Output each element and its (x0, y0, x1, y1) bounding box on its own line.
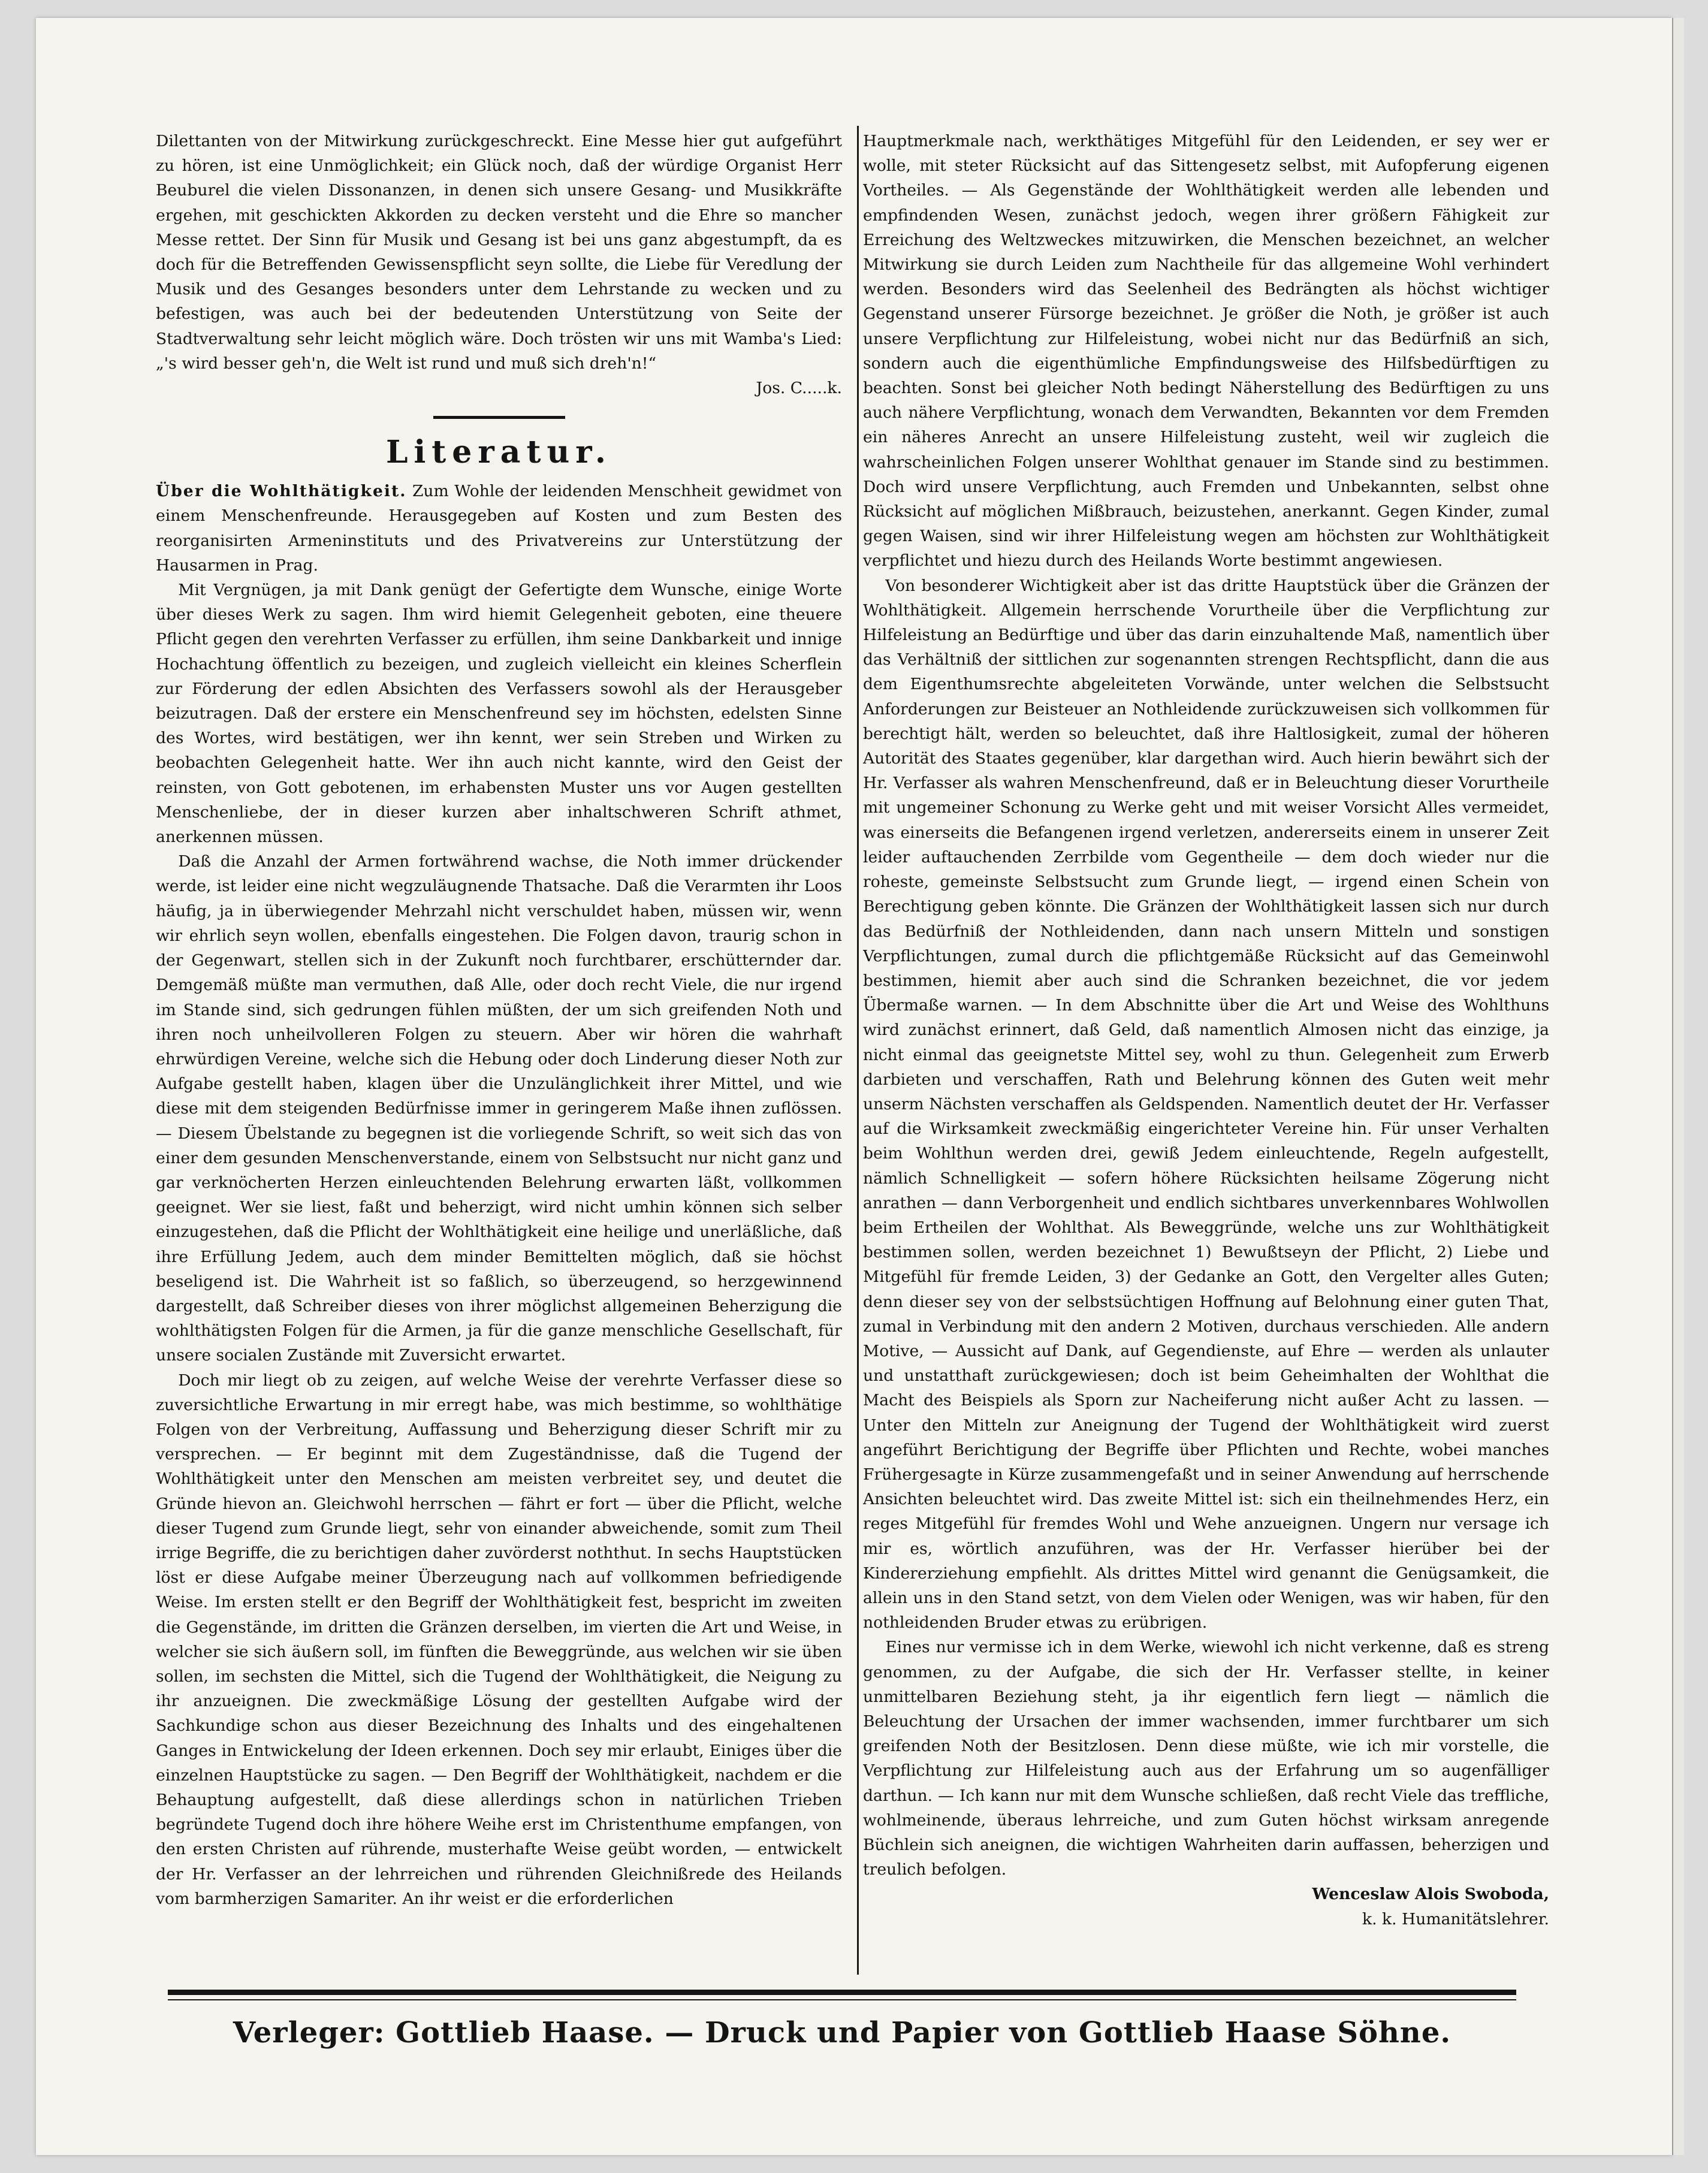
section-divider (433, 416, 565, 419)
intro-paragraph: Dilettanten von der Mitwirkung zurückgeschreckt. Eine Messe hier gut aufgeführt zu hören, ist eine Unmöglichkeit; ein Glück noch, daß der würdige Organist Herr Beuburel die vielen Dissonanzen, in denen sich unsere Gesang- und Musikkräfte ergehen, mit geschickten Akkorden zu decken versteht und die Ehre so mancher Messe rettet. Der Sinn für Musik und Gesang ist bei uns ganz abgestumpft, da es doch für die Betreffenden Gewissenspflicht seyn sollte, die Liebe für Veredlung der Musik und des Gesanges besonders unter dem Lehrstande zu wecken und zu befestigen, was auch bei der bedeutenden Unterstützung von Seite der Stadtverwaltung sehr leicht möglich wäre. Doch trösten wir uns mit Wamba's Lied: „'s wird besser geh'n, die Welt ist rund und muß sich dreh'n!“ (156, 132, 842, 373)
footer-rule-thin (168, 1999, 1516, 2000)
column-divider (857, 126, 859, 1975)
reviewer-name: Wenceslaw Alois Swoboda, (1312, 1885, 1549, 1904)
review-paragraph: Eines nur vermisse ich in dem Werke, wiewohl ich nicht verkenne, daß es streng genommen, zu der Aufgabe, die sich der Hr. Verfasser stellte, in keiner unmittelbaren Beziehung steht, ja ihr eigentlich fern liegt — nämlich die Beleuchtung der Ursachen der immer wachsenden, immer furchtbarer um sich greifenden Noth der Besitzlosen. Denn diese müßte, wie ich mir vorstelle, die Verpflichtung zur Hilfeleistung auch aus der Erfahrung um so augenfälliger darthun. — Ich kann nur mit dem Wunsche schließen, daß recht Viele das treffliche, wohlmeinende, überaus lehrreiche, und zum Guten höchst wirksam anregende Büchlein sich aneignen, die wichtigen Wahrheiten darin auffassen, beherzigen und treulich befolgen. (863, 1638, 1549, 1879)
review-paragraph: Doch mir liegt ob zu zeigen, auf welche Weise der verehrte Verfasser diese so zuversichtliche Erwartung in mir erregt habe, was mich bestimme, so wohlthätige Folgen von der Verbreitung, Auffassung und Beherzigung dieser Schrift mir zu versprechen. — Er beginnt mit dem Zugeständnisse, daß die Tugend der Wohlthätigkeit unter den Menschen am meisten verbreitet sey, und deutet die Gründe hievon an. Gleichwohl herrschen — fährt er fort — über die Pflicht, welche dieser Tugend zum Grunde liegt, sehr von einander abweichende, somit zum Theil irrige Begriffe, die zu berichtigen daher zuvörderst noththut. In sechs Hauptstücken löst er diese Aufgabe meiner Überzeugung nach auf vollkommen befriedigende Weise. Im ersten stellt er den Begriff der Wohlthätigkeit fest, bespricht im zweiten die Gegenstände, im dritten die Gränzen derselben, im vierten die Art und Weise, in welcher sie sich äußern soll, im fünften die Beweggründe, aus welchen wir sie üben sollen, im sechsten die Mittel, sich die Tugend der Wohlthätigkeit, die Neigung zu ihr anzueignen. Die zweckmäßige Lösung der gestellten Aufgabe wird der Sachkundige schon aus dieser Bezeichnung des Inhalts und des eingehaltenen Ganges in Entwickelung der Ideen erkennen. Doch sey mir erlaubt, Einiges über die einzelnen Hauptstücke zu sagen. — Den Begriff der Wohlthätigkeit, nachdem er die Behauptung aufgestellt, daß diese allerdings schon in natürlichen Trieben begründete Tugend doch ihre höhere Weihe erst im Christenthume empfangen, von den ersten Christen auf rührende, musterhafte Weise geübt worden, — entwickelt der Hr. Verfasser an der lehrreichen und rührenden Gleichnißrede des Heilands vom barmherzigen Samariter. An ihr weist er die erforderlichen (156, 1371, 842, 1908)
left-column (156, 129, 842, 1984)
section-title: Literatur. (385, 434, 612, 471)
review-paragraph: Hauptmerkmale nach, werkthätiges Mitgefühl für den Leidenden, er sey wer er wolle, mit steter Rücksicht auf das Sittengesetz selbst, mit Aufopferung eigenen Vortheiles. — Als Gegenstände der Wohlthätigkeit werden alle lebenden und empfindenden Wesen, zunächst jedoch, wegen ihrer größern Fähigkeit zur Erreichung des Weltzweckes mitzuwirken, die Menschen bezeichnet, an welcher Mitwirkung sie durch Leiden zum Nachtheile für das allgemeine Wohl verhindert werden. Besonders wird das Seelenheil des Bedrängten als höchst wichtiger Gegenstand unserer Fürsorge bezeichnet. Je größer die Noth, je größer ist auch unsere Verpflichtung zur Hilfeleistung, wobei nicht nur das Bedürfniß an sich, sondern auch die eigenthümliche Empfindungsweise des Hilfsbedürftigen zu beachten. Sonst bei gleicher Noth bedingt Näherstellung des Bedürftigen zu uns auch nähere Verpflichtung, wonach dem Verwandten, Bekannten vor dem Fremden ein näheres Anrecht an unsere Hilfeleistung zusteht, weil wir zugleich die wahrscheinlichen Folgen unserer Wohlthat genauer im Stande sind zu bestimmen. Doch wird unsere Verpflichtung, auch Fremden und Unbekannten, selbst ohne Rücksicht auf möglichen Mißbrauch, beizustehen, anerkannt. Gegen Kinder, zumal gegen Waisen, sind wir ihrer Hilfeleistung wegen am höchsten zur Wohlthätigkeit verpflichtet und hiezu durch des Heilands Worte bestimmt angewiesen. (863, 132, 1549, 571)
reviewer-title: k. k. Humanitätslehrer. (1362, 1909, 1549, 1928)
right-column (863, 129, 1549, 1984)
book-entry (156, 479, 842, 578)
imprint-line: Verleger: Gottlieb Haase. — Druck und Papier von Gottlieb Haase Söhne. (233, 2016, 1452, 2050)
footer-rule-thick (168, 1990, 1516, 1995)
author-signature: Jos. C.....k. (756, 379, 842, 398)
book-subtitle: Zum Wohle der leidenden Menschheit gewidmet von einem Menschenfreunde. Herausgegeben auf Kosten und zum Besten des reorganisirten Armeninstituts und des Privatvereins zur Unterstützung der Hausarmen in Prag. (156, 482, 842, 575)
review-paragraph: Daß die Anzahl der Armen fortwährend wachse, die Noth immer drückender werde, ist leider eine nicht wegzuläugnende Thatsache. Daß die Verarmten ihr Loos häufig, ja in überwiegender Mehrzahl nicht verschuldet haben, müssen wir, wenn wir ehrlich seyn wollen, ebenfalls eingestehen. Die Folgen davon, traurig schon in der Gegenwart, stellen sich in der Zukunft noch furchtbarer, erschütternder dar. Demgemäß müßte man vermuthen, daß Alle, oder doch recht Viele, die nur irgend im Stande sind, sich gedrungen fühlen müßten, der um sich greifenden Noth und ihren noch unheilvolleren Folgen zu steuern. Aber wir hören die wahrhaft ehrwürdigen Vereine, welche sich die Hebung oder doch Linderung dieser Noth zur Aufgabe gestellt haben, klagen über die Unzulänglichkeit ihrer Mittel, und wie diese mit dem steigenden Bedürfnisse immer in geringerem Maße ihnen zuflössen. — Diesem Übelstande zu begegnen ist die vorliegende Schrift, so weit sich das von einer dem gesunden Menschenverstande, einem von Selbstsucht nur nicht ganz und gar verknöcherten Herzen einleuchtenden Belehrung erwarten läßt, vollkommen geeignet. Wer sie liest, faßt und beherzigt, wird nicht umhin können sich selber einzugestehen, daß die Pflicht der Wohlthätigkeit eine heilige und unerläßliche, daß ihre Erfüllung Jedem, auch dem minder Bemittelten möglich, daß sie höchst beseligend ist. Die Wahrheit ist so faßlich, so überzeugend, so herzgewinnend dargestellt, daß Schreiber dieses von ihrer möglichst allgemeinen Beherzigung die wohlthätigsten Folgen für die Armen, ja für die ganze menschliche Gesellschaft, für unsere socialen Zustände mit Zuversicht erwartet. (156, 852, 842, 1365)
book-heading (156, 479, 842, 578)
review-paragraph: Von besonderer Wichtigkeit aber ist das dritte Hauptstück über die Gränzen der Wohlthätigkeit. Allgemein herrschende Vorurtheile über die Verpflichtung zur Hilfeleistung an Bedürftige und über das darin einzuhaltende Maß, namentlich über das Verhältniß der sittlichen zur sogenannten strengen Rechtspflicht, dann die aus dem Eigenthumsrechte abgeleiteten Vorwände, unter welchen die Selbstsucht Anforderungen zur Beisteuer an Nothleidende zurückzuweisen sich vollkommen für berechtigt hält, werden so beleuchtet, daß ihre Haltlosigkeit, zumal der höheren Autorität des Staates gegenüber, klar dargethan wird. Auch hierin bewährt sich der Hr. Verfasser als wahren Menschenfreund, daß er in Beleuchtung dieser Vorurtheile mit ungemeiner Schonung zu Werke geht und mit weiser Vorsicht Alles vermeidet, was einerseits die Befangenen irgend verletzen, andererseits einem in unserer Zeit leider auftauchenden Zerrbilde vom Gegentheile — dem doch wieder nur die roheste, gemeinste Selbstsucht zum Grunde liegt, — irgend einen Schein von Berechtigung geben könnte. Die Gränzen der Wohlthätigkeit lassen sich nur durch das Bedürfniß der Nothleidenden, dann nach unsern Mitteln und sonstigen Verpflichtungen, zumal durch die pflichtgemäße Rücksicht auf das Gemeinwohl bestimmen, hiemit aber auch sind die Schranken bezeichnet, die vor jedem Übermaße warnen. — In dem Abschnitte über die Art und Weise des Wohlthuns wird zunächst erinnert, daß Geld, daß namentlich Almosen nicht das einzige, ja nicht einmal das geeignetste Mittel sey, wohl zu thun. Gelegenheit zum Erwerb darbieten und verschaffen, Rath und Belehrung können des Guten weit mehr unserm Nächsten verschaffen als Geldspenden. Namentlich deutet der Hr. Verfasser auf die Wirksamkeit zweckmäßig eingerichteter Vereine hin. Für unser Verhalten beim Wohlthun werden drei, gewiß Jedem einleuchtende, Regeln aufgestellt, nämlich Schnelligkeit — sofern höhere Rücksichten heilsame Zögerung nicht anrathen — dann Verborgenheit und endlich sichtbares unverkennbares Wohlwollen beim Ertheilen der Wohlthat. Als Beweggründe, welche uns zur Wohlthätigkeit bestimmen sollen, werden bezeichnet 1) Bewußtseyn der Pflicht, 2) Liebe und Mitgefühl für fremde Leiden, 3) der Gedanke an Gott, den Vergelter alles Guten; denn dieser sey von der selbstsüchtigen Hoffnung auf Belohnung einer guten That, zumal in Verbindung mit den andern 2 Motiven, durchaus verschieden. Alle andern Motive, — Aussicht auf Dank, auf Gegendienste, auf Ehre — werden als unlauter und unstatthaft zurückgewiesen; doch ist beim Geheimhalten der Wohlthat die Macht des Beispiels als Sporn zur Nacheiferung nicht außer Acht zu lassen. — Unter den Mitteln zur Aneignung der Tugend der Wohlthätigkeit wird zuerst angeführt Berichtigung der Begriffe über Pflichten und Rechte, wobei manches Frühergesagte in Kürze zusammengefaßt und in seiner Anwendung auf herrschende Ansichten beleuchtet wird. Das zweite Mittel ist: sich ein theilnehmendes Herz, ein reges Mitgefühl für fremdes Wohl und Wehe anzueignen. Ungern nur versage ich mir es, wörtlich anzuführen, was der Hr. Verfasser hierüber bei der Kindererziehung empfiehlt. Als drittes Mittel wird genannt die Genügsamkeit, die allein uns in den Stand setzt, von dem Vielen oder Wenigen, was wir haben, für den nothleidenden Bruder etwas zu erübrigen. (863, 576, 1549, 1632)
review-paragraph: Mit Vergnügen, ja mit Dank genügt der Gefertigte dem Wunsche, einige Worte über dieses Werk zu sagen. Ihm wird hiemit Gelegenheit geboten, eine theuere Pflicht gegen den verehrten Verfasser zu erfüllen, ihm seine Dankbarkeit und innige Hochachtung öffentlich zu bezeigen, und zugleich vielleicht ein kleines Scherflein zur Förderung der edlen Absichten des Verfassers sowohl als der Herausgeber beizutragen. Daß der erstere ein Menschenfreund sey im höchsten, edelsten Sinne des Wortes, wird bestätigen, wer ihn kennt, wer sein Streben und Wirken zu beobachten Gelegenheit hatte. Wer ihn auch nicht kannte, wird den Geist der reinsten, von Gott gebotenen, im erhabensten Muster uns vor Augen gestellten Menschenliebe, der in dieser kurzen aber inhaltschweren Schrift athmet, anerkennen müssen. (156, 581, 842, 847)
page-edge (1672, 18, 1684, 2155)
book-title: Über die Wohlthätigkeit. (156, 482, 407, 501)
